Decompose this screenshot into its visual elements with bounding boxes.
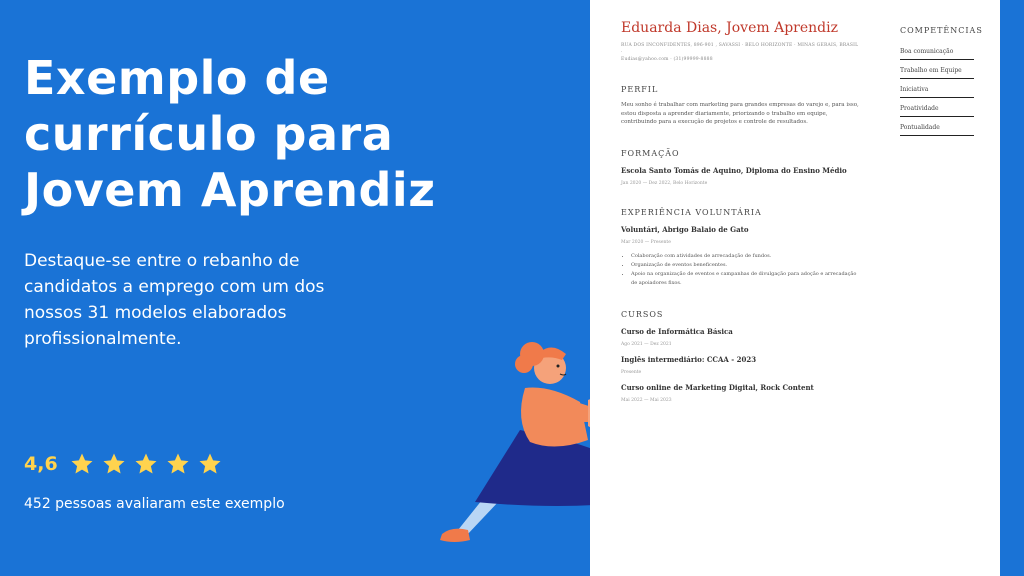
section-title-volunteer: EXPERIÊNCIA VOLUNTÁRIA xyxy=(621,207,762,217)
profile-text: Meu sonho é trabalhar com marketing para grandes empresas do varejo e, para isso, estou disposta a aprender diariamente, priorizando o trabalho em equipe, contribuindo para a execução de projetos e controle de resultados. xyxy=(621,102,859,125)
star-icon[interactable] xyxy=(70,452,94,476)
star-icon[interactable] xyxy=(166,452,190,476)
list-item: • Apoio na organização de eventos e campanhas de divulgação para adoção e arrecadação de apoiadores fixos. xyxy=(631,270,861,288)
title-line-3: Jovem Aprendiz xyxy=(24,163,436,217)
resume-contact xyxy=(621,42,861,63)
star-icon[interactable] xyxy=(198,452,222,476)
education-title: Escola Santo Tomás de Aquino, Diploma do Ensino Médio xyxy=(621,165,847,175)
contact-address: RUA DOS INCONFIDENTES, 896-901 , SAVASSI · BELO HORIZONTE · MINAS GERAIS, BRASIL · xyxy=(621,43,859,55)
rating-votes: 452 pessoas avaliaram este exemplo xyxy=(24,496,285,512)
page-subtitle: Destaque-se entre o rebanho de candidatos a emprego com um dos nossos 31 modelos elaborados profissionalmente. xyxy=(24,251,325,349)
course-title: Curso de Informática Básica xyxy=(621,326,733,336)
skill-item: Boa comunicação xyxy=(900,43,974,60)
rating-score: 4,6 xyxy=(24,453,58,475)
section-title-education: FORMAÇÃO xyxy=(621,148,680,158)
course-title: Inglês intermediário: CCAA - 2023 xyxy=(621,354,757,364)
volunteer-date: Mar 2020 — Presente xyxy=(621,239,671,245)
rating-stars-row[interactable] xyxy=(24,452,285,476)
right-edge-bar xyxy=(1000,0,1024,576)
skill-item: Iniciativa xyxy=(900,81,974,98)
hero-section xyxy=(24,50,464,352)
star-icon[interactable] xyxy=(134,452,158,476)
title-line-2: currículo para xyxy=(24,107,394,161)
page-title xyxy=(24,50,464,218)
section-title-profile: PERFIL xyxy=(621,85,659,94)
education-date: Jan 2020 — Dez 2022, Belo Horizonte xyxy=(621,180,708,186)
resume-main-column xyxy=(621,20,861,403)
course-title: Curso online de Marketing Digital, Rock Content xyxy=(621,382,814,392)
volunteer-bullets xyxy=(631,252,861,288)
list-item: • Organização de eventos beneficentes. xyxy=(631,261,861,270)
resume-preview[interactable] xyxy=(590,0,1000,576)
course-date: Mai 2022 — Mai 2023 xyxy=(621,397,672,403)
list-item: • Colaboração com atividades de arrecadação de fundos. xyxy=(631,252,861,261)
contact-email-phone: Eudias@yahoo.com · (31)99999-8888 xyxy=(621,57,713,62)
star-icon[interactable] xyxy=(102,452,126,476)
rating-section xyxy=(24,452,285,512)
skill-item: Trabalho em Equipe xyxy=(900,62,974,79)
section-title-courses: CURSOS xyxy=(621,309,664,319)
course-date: Ago 2021 — Dez 2021 xyxy=(621,341,672,347)
skill-item: Proatividade xyxy=(900,100,974,117)
resume-skills-column xyxy=(900,26,983,136)
course-date: Presente xyxy=(621,369,642,375)
section-title-skills: COMPETÊNCIAS xyxy=(900,26,983,35)
title-line-1: Exemplo de xyxy=(24,51,330,105)
skill-item: Pontualidade xyxy=(900,119,974,136)
resume-name: Eduarda Dias, Jovem Aprendiz xyxy=(621,20,838,36)
volunteer-title: Voluntári, Abrigo Balaio de Gato xyxy=(621,224,749,234)
